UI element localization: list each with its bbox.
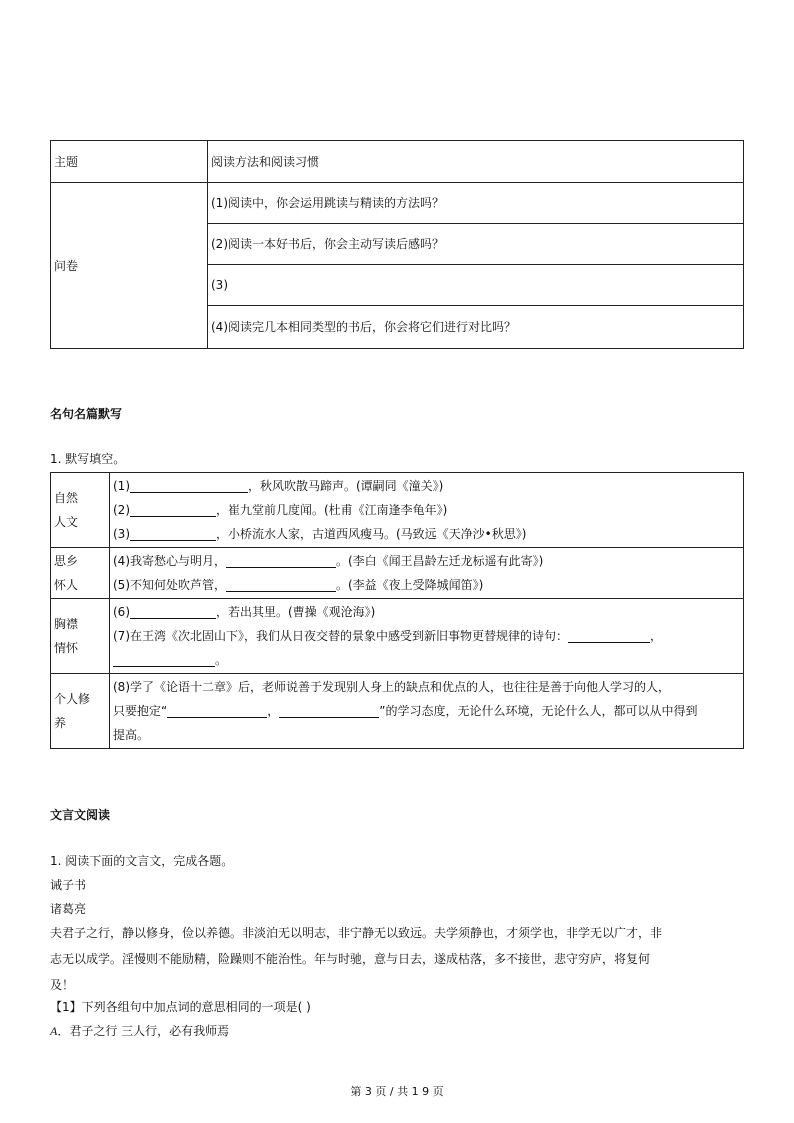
survey-table xyxy=(50,140,744,349)
category-line: 养 xyxy=(54,716,67,730)
dictation-item-1 xyxy=(113,474,743,498)
question-intro-classical: 1. 阅读下面的文言文，完成各题。 xyxy=(50,854,234,868)
answer-blank[interactable] xyxy=(130,525,216,541)
dictation-item-8-line2 xyxy=(113,699,743,723)
item-suffix: ，小桥流水人家，古道西风瘦马。(马致远《天净沙•秋思》) xyxy=(216,527,527,541)
answer-blank[interactable] xyxy=(279,702,379,718)
item-prefix: (2) xyxy=(113,503,130,517)
answer-blank[interactable] xyxy=(167,702,267,718)
option-a[interactable] xyxy=(50,1021,229,1041)
category-cell xyxy=(51,599,110,674)
answer-blank[interactable] xyxy=(226,576,336,592)
item-suffix: 。(李益《夜上受降城闻笛》) xyxy=(336,578,484,592)
survey-question-row xyxy=(51,183,744,224)
topic-value: 阅读方法和阅读习惯 xyxy=(208,141,744,183)
item-prefix: (1) xyxy=(113,479,130,493)
item-end: 。 xyxy=(215,653,228,667)
item-text: ”的学习态度，无论什么环境，无论什么人，都可以从中得到 xyxy=(379,704,698,718)
topic-label: 主题 xyxy=(51,141,208,183)
item-prefix: (3) xyxy=(113,527,130,541)
passage-line: 志无以成学。淫慢则不能励精，险躁则不能治性。年与时驰，意与日去，遂成枯落，多不接世，悲守穷庐，将复何 xyxy=(50,952,651,966)
item-suffix: ，崔九堂前几度闻。(杜甫《江南逢李龟年》) xyxy=(216,503,448,517)
questionnaire-label: 问卷 xyxy=(51,183,208,349)
dictation-item-8-line1: (8)学了《论语十二章》后，老师说善于发现别人身上的缺点和优点的人，也往往是善于向他人学习的人， xyxy=(113,680,671,694)
item-prefix: (6) xyxy=(113,605,130,619)
answer-blank[interactable] xyxy=(130,477,248,493)
items-cell xyxy=(110,599,744,674)
question-intro-dictation: 1. 默写填空。 xyxy=(50,452,126,466)
answer-blank[interactable] xyxy=(113,651,215,667)
answer-blank[interactable] xyxy=(130,501,216,517)
dictation-item-8-line3: 提高。 xyxy=(113,728,150,742)
category-line: 自然 xyxy=(54,491,79,505)
dictation-item-7-cont xyxy=(113,648,743,672)
category-cell xyxy=(51,674,110,749)
dictation-row xyxy=(51,548,744,599)
items-cell xyxy=(110,473,744,548)
dictation-item-7 xyxy=(113,624,743,648)
category-line: 个人修 xyxy=(54,692,91,706)
answer-blank[interactable] xyxy=(568,627,650,643)
item-text: (7)在王湾《次北固山下》，我们从日夜交替的景象中感受到新旧事物更替规律的诗句： xyxy=(113,629,569,643)
dictation-row xyxy=(51,473,744,548)
page-footer: 第 3 页 / 共 1 9 页 xyxy=(350,1085,444,1098)
subquestion-1: 【1】下列各组句中加点词的意思相同的一项是( ) xyxy=(50,1000,311,1014)
question-3: (3) xyxy=(208,265,744,306)
category-line: 思乡 xyxy=(54,554,79,568)
survey-topic-row xyxy=(51,141,744,183)
category-line: 怀人 xyxy=(54,578,79,592)
dictation-item-6 xyxy=(113,600,743,624)
items-cell xyxy=(110,548,744,599)
passage-line: 夫君子之行，静以修身，俭以养德。非淡泊无以明志，非宁静无以致远。夫学须静也，才须学也，非学无以广才，非 xyxy=(50,926,663,940)
items-cell xyxy=(110,674,744,749)
passage-line: 及！ xyxy=(50,978,75,992)
dictation-item-3 xyxy=(113,522,743,546)
question-4: (4)阅读完几本相同类型的书后，你会将它们进行对比吗？ xyxy=(208,306,744,349)
item-suffix: 。(李白《闻王昌龄左迁龙标遥有此寄》) xyxy=(336,554,544,568)
question-2: (2)阅读一本好书后，你会主动写读后感吗？ xyxy=(208,224,744,265)
answer-blank[interactable] xyxy=(130,603,216,619)
item-prefix: (4)我寄愁心与明月， xyxy=(113,554,226,568)
question-1: (1)阅读中，你会运用跳读与精读的方法吗？ xyxy=(208,183,744,224)
dictation-item-5 xyxy=(113,573,743,597)
item-separator: ， xyxy=(267,704,280,718)
category-cell xyxy=(51,473,110,548)
category-line: 胸襟 xyxy=(54,617,79,631)
category-line: 人文 xyxy=(54,515,79,529)
category-line: 情怀 xyxy=(54,641,79,655)
dictation-table xyxy=(50,472,744,749)
dictation-item-2 xyxy=(113,498,743,522)
dictation-item-4 xyxy=(113,549,743,573)
option-a-text: ．君子之行 三人行，必有我师焉 xyxy=(57,1024,230,1038)
section-title-quotes: 名句名篇默写 xyxy=(50,407,123,421)
dictation-row xyxy=(51,599,744,674)
item-suffix: ，若出其里。(曹操《观沧海》) xyxy=(216,605,376,619)
text-author: 诸葛亮 xyxy=(50,902,87,916)
dictation-row xyxy=(51,674,744,749)
option-a-label: A xyxy=(50,1024,58,1038)
item-separator: ， xyxy=(650,629,663,643)
item-text: 只要抱定“ xyxy=(113,704,168,718)
item-suffix: ，秋风吹散马蹄声。(谭嗣同《潼关》) xyxy=(248,479,444,493)
section-title-classical: 文言文阅读 xyxy=(50,808,111,822)
category-cell xyxy=(51,548,110,599)
item-prefix: (5)不知何处吹芦管， xyxy=(113,578,226,592)
passage xyxy=(50,920,750,998)
answer-blank[interactable] xyxy=(226,552,336,568)
text-title: 诫子书 xyxy=(50,878,87,892)
